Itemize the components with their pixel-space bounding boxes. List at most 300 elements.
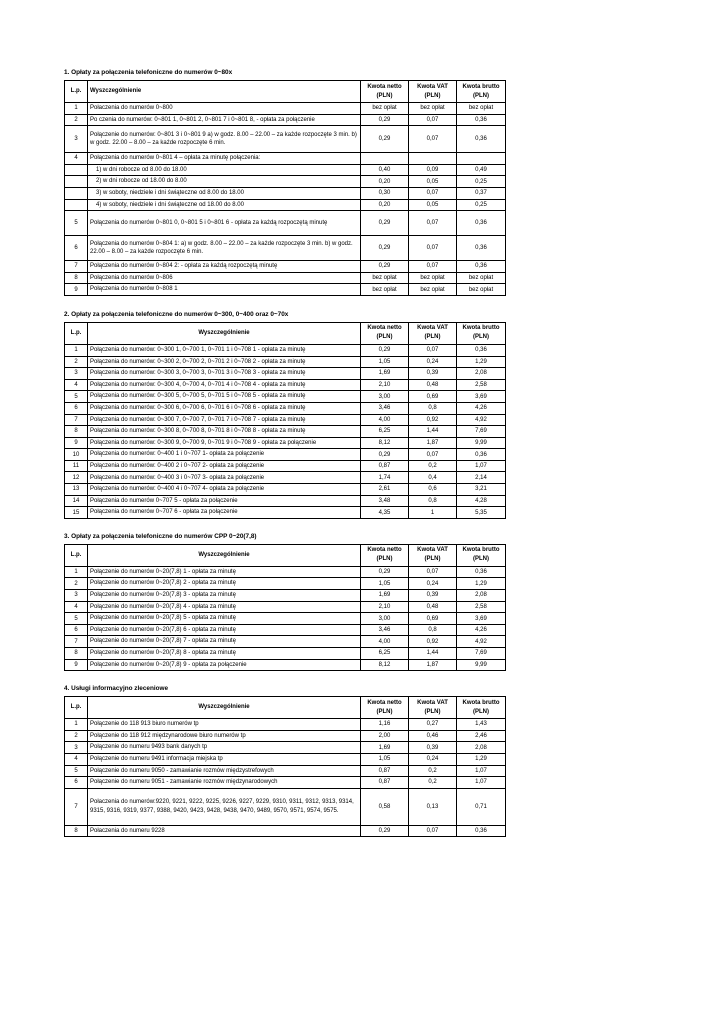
cell-net: 0,29	[361, 566, 409, 578]
cell-vat: 0,13	[409, 788, 457, 825]
cell-desc: Połączenie do numeru 9493 bank danych tp	[88, 742, 361, 754]
cell-net: 0,87	[361, 765, 409, 777]
cell-net: bez opłat	[361, 103, 409, 115]
cell-vat: 0,05	[409, 199, 457, 211]
cell-vat: 0,07	[409, 187, 457, 199]
table-row	[65, 176, 506, 188]
cell-gross: 0,36	[457, 449, 506, 461]
section-title: 2. Opłaty za połączenia telefoniczne do numerów 0~300, 0~400 oraz 0~70x	[64, 310, 289, 318]
table-row	[65, 126, 506, 153]
cell-desc: Połączenia do numerów: 0~400 1 i 0~707 1- opłata za połączenie	[88, 449, 361, 461]
cell-vat: 0,6	[409, 484, 457, 496]
cell-lp: 10	[65, 449, 88, 461]
table-row	[65, 495, 506, 507]
cell-gross: 7,69	[457, 648, 506, 660]
cell-gross: bez opłat	[457, 272, 506, 284]
header-net: Kwota netto (PLN)	[361, 322, 409, 344]
cell-vat: bez opłat	[409, 272, 457, 284]
cell-desc: Połaczenia do numerów:9220, 9221, 9222, 9225, 9226, 9227, 9229, 9310, 9311, 9312, 9313, 9314, 9315, 9316, 9319, 9377, 9388, 9420, 9423, 9428, 9438, 9470, 9489, 9570, 9571, 9574, 9575.	[88, 788, 361, 825]
table-row	[65, 391, 506, 403]
cell-gross: 7,69	[457, 426, 506, 438]
cell-gross: 0,49	[457, 164, 506, 176]
cell-lp: 4	[65, 379, 88, 391]
cell-vat: 0,48	[409, 379, 457, 391]
cell-gross: 4,26	[457, 402, 506, 414]
cell-net: 1,05	[361, 356, 409, 368]
cell-desc: Połączenie do numeru 9051 - zamawianie rozmów międzynarodowych	[88, 777, 361, 789]
cell-vat: 0,8	[409, 402, 457, 414]
table-row	[65, 578, 506, 590]
cell-gross: 0,36	[457, 344, 506, 356]
cell-net: 6,25	[361, 648, 409, 660]
cell-gross: 0,25	[457, 199, 506, 211]
cell-gross: 1,29	[457, 356, 506, 368]
cell-gross: 0,36	[457, 566, 506, 578]
cell-net: 1,69	[361, 742, 409, 754]
cell-gross: 3,69	[457, 613, 506, 625]
table-row	[65, 153, 506, 165]
header-lp: L.p.	[65, 544, 88, 566]
table-row	[65, 719, 506, 731]
cell-lp: 8	[65, 272, 88, 284]
section-3	[64, 532, 505, 671]
cell-gross: bez opłat	[457, 103, 506, 115]
cell-net: 8,12	[361, 659, 409, 671]
cell-lp: 3	[65, 368, 88, 380]
cell-desc: Połączenie do numeru 9491 informacja miejska tp	[88, 753, 361, 765]
table-row	[65, 777, 506, 789]
cell-lp: 5	[65, 211, 88, 236]
table-header-row	[65, 322, 506, 344]
cell-vat: 0,07	[409, 114, 457, 126]
header-net: Kwota netto (PLN)	[361, 81, 409, 103]
table-header-row	[65, 81, 506, 103]
cell-vat: 0,07	[409, 825, 457, 837]
cell-net: 0,20	[361, 199, 409, 211]
cell-net: 0,29	[361, 261, 409, 273]
cell-gross: 0,36	[457, 261, 506, 273]
cell-vat: 0,24	[409, 356, 457, 368]
cell-net: 0,58	[361, 788, 409, 825]
cell-desc: 2) w dni robocze od 18.00 do 8.00	[88, 176, 361, 188]
cell-vat: 0,48	[409, 601, 457, 613]
table-row	[65, 164, 506, 176]
cell-desc: Połączenie do 118 912 międzynarodowe biuro numerów tp	[88, 730, 361, 742]
cell-desc: 4) w soboty, niedziele i dni świąteczne od 18.00 do 8.00	[88, 199, 361, 211]
tariff-table	[64, 80, 506, 296]
cell-desc: Połączenia do numerów 0~801 4 – opłata za minutę połączenia:	[88, 153, 361, 165]
table-row	[65, 730, 506, 742]
cell-lp: 9	[65, 437, 88, 449]
header-vat: Kwota VAT (PLN)	[409, 322, 457, 344]
cell-gross: 9,99	[457, 659, 506, 671]
table-row	[65, 344, 506, 356]
cell-lp: 3	[65, 126, 88, 153]
document-page	[64, 68, 505, 837]
cell-desc: Połączenia do numerów: 0~300 8, 0~700 8, 0~701 8 i 0~708 8 - opłata za minutę	[88, 426, 361, 438]
table-row	[65, 236, 506, 261]
cell-net: 1,69	[361, 590, 409, 602]
cell-gross: 2,58	[457, 379, 506, 391]
cell-net: 3,00	[361, 391, 409, 403]
cell-gross: 2,08	[457, 590, 506, 602]
cell-net: 4,00	[361, 636, 409, 648]
header-gross: Kwota brutto (PLN)	[457, 81, 506, 103]
table-row	[65, 566, 506, 578]
cell-lp: 7	[65, 261, 88, 273]
section-4	[64, 684, 505, 837]
cell-lp: 9	[65, 284, 88, 296]
cell-net: 0,87	[361, 777, 409, 789]
cell-lp	[65, 187, 88, 199]
table-row	[65, 753, 506, 765]
cell-vat: 0,69	[409, 613, 457, 625]
header-lp: L.p.	[65, 81, 88, 103]
cell-net: 1,16	[361, 719, 409, 731]
cell-vat: bez opłat	[409, 103, 457, 115]
cell-net: 0,29	[361, 236, 409, 261]
cell-net: 4,00	[361, 414, 409, 426]
cell-desc: Połączenie do numerów 0~20(7,8) 5 - opłata za minutę	[88, 613, 361, 625]
cell-desc: 3) w soboty, niedziele i dni świąteczne od 8.00 do 18.00	[88, 187, 361, 199]
cell-net: 6,25	[361, 426, 409, 438]
header-gross: Kwota brutto (PLN)	[457, 322, 506, 344]
cell-net: 0,20	[361, 176, 409, 188]
cell-vat: 0,07	[409, 566, 457, 578]
cell-desc: Połączenia do numerów: 0~300 4, 0~700 4, 0~701 4 i 0~708 4 - opłata za minutę	[88, 379, 361, 391]
cell-gross: 3,21	[457, 484, 506, 496]
table-row	[65, 114, 506, 126]
cell-net: 2,61	[361, 484, 409, 496]
table-row	[65, 788, 506, 825]
table-row	[65, 402, 506, 414]
cell-vat: 1,44	[409, 426, 457, 438]
table-row	[65, 284, 506, 296]
cell-lp	[65, 199, 88, 211]
cell-lp: 7	[65, 788, 88, 825]
table-row	[65, 648, 506, 660]
cell-vat: 0,07	[409, 211, 457, 236]
header-gross: Kwota brutto (PLN)	[457, 697, 506, 719]
cell-desc: Połączenia do numerów: 0~300 9, 0~700 9, 0~701 9 i 0~708 9 - opłata za połączenie	[88, 437, 361, 449]
cell-lp: 6	[65, 402, 88, 414]
cell-net: 1,05	[361, 753, 409, 765]
tariff-table	[64, 544, 506, 671]
cell-net: 2,10	[361, 601, 409, 613]
cell-desc: Po czenia do numerów: 0~801 1, 0~801 2, 0~801 7 i 0~801 8, - opłata za połączenie	[88, 114, 361, 126]
cell-vat: 0,09	[409, 164, 457, 176]
table-row	[65, 272, 506, 284]
cell-desc: Połaczenia do numeru 9228	[88, 825, 361, 837]
cell-gross: 0,37	[457, 187, 506, 199]
header-vat: Kwota VAT (PLN)	[409, 81, 457, 103]
cell-net: 0,87	[361, 460, 409, 472]
cell-lp: 6	[65, 236, 88, 261]
table-row	[65, 601, 506, 613]
cell-vat: 0,2	[409, 777, 457, 789]
cell-net: 1,05	[361, 578, 409, 590]
cell-lp: 1	[65, 719, 88, 731]
header-desc: Wyszczególnienie	[88, 544, 361, 566]
table-row	[65, 199, 506, 211]
cell-lp: 7	[65, 414, 88, 426]
cell-lp: 6	[65, 624, 88, 636]
cell-gross: 5,35	[457, 507, 506, 519]
cell-net: 0,29	[361, 211, 409, 236]
cell-lp: 6	[65, 777, 88, 789]
section-1	[64, 68, 505, 296]
cell-desc: Połączenie do numerów 0~20(7,8) 9 - opłata za połączenie	[88, 659, 361, 671]
header-net: Kwota netto (PLN)	[361, 697, 409, 719]
header-lp: L.p.	[65, 322, 88, 344]
cell-vat: 0,27	[409, 719, 457, 731]
cell-gross: 2,58	[457, 601, 506, 613]
cell-gross: 4,92	[457, 414, 506, 426]
cell-gross: 1,29	[457, 578, 506, 590]
cell-lp: 7	[65, 636, 88, 648]
cell-gross: 4,92	[457, 636, 506, 648]
cell-desc: Połączenia do numerów 0~808 1	[88, 284, 361, 296]
table-header-row	[65, 544, 506, 566]
cell-vat: 0,92	[409, 414, 457, 426]
table-row	[65, 636, 506, 648]
table-row	[65, 261, 506, 273]
cell-gross: 0,71	[457, 788, 506, 825]
cell-lp: 5	[65, 613, 88, 625]
cell-net: 0,29	[361, 114, 409, 126]
table-row	[65, 368, 506, 380]
cell-desc: Połączenia do numerów 0~801 0, 0~801 5 i 0~801 6 - opłata za każdą rozpoczętą minutę	[88, 211, 361, 236]
cell-gross: 1,29	[457, 753, 506, 765]
cell-gross: bez opłat	[457, 284, 506, 296]
cell-gross: 0,36	[457, 211, 506, 236]
table-row	[65, 742, 506, 754]
cell-lp: 13	[65, 484, 88, 496]
cell-lp: 4	[65, 753, 88, 765]
cell-lp: 12	[65, 472, 88, 484]
cell-desc: Połączenia do numerów: 0~300 5, 0~700 5, 0~701 5 i 0~708 5 - opłata za minutę	[88, 391, 361, 403]
cell-vat	[409, 153, 457, 165]
cell-desc: Połączenie do numerów 0~20(7,8) 6 - opłata za minutę	[88, 624, 361, 636]
cell-lp: 4	[65, 153, 88, 165]
header-gross: Kwota brutto (PLN)	[457, 544, 506, 566]
cell-gross: 9,99	[457, 437, 506, 449]
table-row	[65, 437, 506, 449]
header-desc: Wyszczególnienie	[88, 697, 361, 719]
table-row	[65, 659, 506, 671]
cell-gross: 0,36	[457, 236, 506, 261]
cell-net: 3,46	[361, 624, 409, 636]
cell-vat: 0,2	[409, 765, 457, 777]
cell-desc: Połączenie do numeru 9050 - zamawianie rozmów międzystrefowych	[88, 765, 361, 777]
cell-desc: Połączenia do numerów 0~707 6 - opłata za połączenie	[88, 507, 361, 519]
table-row	[65, 449, 506, 461]
section-2	[64, 310, 505, 519]
cell-desc: Połączenia do numerów 0~804 1: a) w godz. 8.00 – 22.00 – za każde rozpoczęte 3 min. b) w godz. 22.00 – 8.00 – za każde rozpoczęte 6 min.	[88, 236, 361, 261]
cell-vat: 0,39	[409, 368, 457, 380]
cell-net: 4,35	[361, 507, 409, 519]
table-row	[65, 765, 506, 777]
cell-net: 0,29	[361, 449, 409, 461]
header-desc: Wyszczególnienie	[88, 81, 361, 103]
header-net: Kwota netto (PLN)	[361, 544, 409, 566]
cell-net: bez opłat	[361, 272, 409, 284]
cell-desc: Połączenia do numerów 0~804 2: - opłata za każdą rozpoczętą minutę	[88, 261, 361, 273]
header-desc: Wyszczególnienie	[88, 322, 361, 344]
cell-gross: 2,08	[457, 742, 506, 754]
tariff-table	[64, 696, 506, 837]
cell-lp: 14	[65, 495, 88, 507]
cell-lp: 1	[65, 103, 88, 115]
cell-desc: Połączenie do numerów 0~20(7,8) 2 - opłata za minutę	[88, 578, 361, 590]
cell-gross: 3,69	[457, 391, 506, 403]
cell-vat: 1	[409, 507, 457, 519]
cell-vat: 0,8	[409, 624, 457, 636]
cell-desc: Połączenia do numerów: 0~300 7, 0~700 7, 0~701 7 i 0~708 7 - opłata za minutę	[88, 414, 361, 426]
cell-desc: Połączenie do numerów 0~20(7,8) 8 - opłata za minutę	[88, 648, 361, 660]
cell-lp: 9	[65, 659, 88, 671]
table-row	[65, 211, 506, 236]
cell-net: 3,46	[361, 402, 409, 414]
cell-lp: 2	[65, 730, 88, 742]
cell-lp: 11	[65, 460, 88, 472]
cell-lp: 5	[65, 765, 88, 777]
cell-desc: Połączenie do 118 913 biuro numerów tp	[88, 719, 361, 731]
table-row	[65, 426, 506, 438]
cell-net: 0,29	[361, 344, 409, 356]
cell-vat: 0,4	[409, 472, 457, 484]
cell-net: 8,12	[361, 437, 409, 449]
cell-vat: 0,2	[409, 460, 457, 472]
cell-desc: Połączenia do numerów 0~707 5 - opłata za połączenie	[88, 495, 361, 507]
cell-desc: Połączenia do numerów: 0~300 3, 0~700 3, 0~701 3 i 0~708 3 - opłata za minutę	[88, 368, 361, 380]
cell-vat: 0,24	[409, 578, 457, 590]
cell-lp: 3	[65, 742, 88, 754]
table-row	[65, 472, 506, 484]
cell-desc: Połączenia do numerów: 0~300 1, 0~700 1, 0~701 1 i 0~708 1 - opłata za minutę	[88, 344, 361, 356]
cell-vat: 0,07	[409, 261, 457, 273]
cell-vat: 1,44	[409, 648, 457, 660]
cell-lp: 2	[65, 356, 88, 368]
cell-vat: 0,24	[409, 753, 457, 765]
table-row	[65, 379, 506, 391]
cell-gross	[457, 153, 506, 165]
cell-desc: Połączenie do numerów 0~20(7,8) 1 - opłata za minutę	[88, 566, 361, 578]
cell-vat: 0,05	[409, 176, 457, 188]
cell-lp: 3	[65, 590, 88, 602]
table-row	[65, 507, 506, 519]
cell-gross: 0,36	[457, 825, 506, 837]
cell-net: 1,74	[361, 472, 409, 484]
table-header-row	[65, 697, 506, 719]
cell-vat: 0,46	[409, 730, 457, 742]
table-row	[65, 187, 506, 199]
tariff-table	[64, 322, 506, 519]
cell-vat: 0,39	[409, 590, 457, 602]
table-row	[65, 460, 506, 472]
table-row	[65, 613, 506, 625]
cell-net: 2,00	[361, 730, 409, 742]
cell-vat: 0,07	[409, 126, 457, 153]
cell-desc: Połączenie do numerów: 0~801 3 i 0~801 9 a) w godz. 8.00 – 22.00 – za każde rozpoczęte 3 min. b) w godz. 22.00 – 8.00 – za każde rozpoczęte 6 min.	[88, 126, 361, 153]
cell-desc: Połączenia do numerów: 0~400 4 i 0~707 4- opłata za połączenie	[88, 484, 361, 496]
table-row	[65, 103, 506, 115]
cell-net: 2,10	[361, 379, 409, 391]
cell-net: bez opłat	[361, 284, 409, 296]
cell-desc: Połączenie do numerów 0~20(7,8) 7 - opłata za minutę	[88, 636, 361, 648]
cell-vat: bez opłat	[409, 284, 457, 296]
cell-lp	[65, 176, 88, 188]
cell-net: 3,00	[361, 613, 409, 625]
cell-lp: 2	[65, 578, 88, 590]
cell-lp: 4	[65, 601, 88, 613]
table-row	[65, 825, 506, 837]
cell-vat: 1,87	[409, 437, 457, 449]
cell-lp	[65, 164, 88, 176]
table-row	[65, 356, 506, 368]
cell-vat: 0,07	[409, 344, 457, 356]
cell-desc: Połączenia do numerów 0~806	[88, 272, 361, 284]
cell-desc: Połączenia do numerów: 0~300 6, 0~700 6, 0~701 6 i 0~708 6 - opłata za minutę	[88, 402, 361, 414]
cell-gross: 0,36	[457, 126, 506, 153]
cell-net: 3,48	[361, 495, 409, 507]
header-lp: L.p.	[65, 697, 88, 719]
cell-gross: 0,25	[457, 176, 506, 188]
section-title: 4. Usługi informacyjno zleceniowe	[64, 685, 169, 693]
section-title: 3. Opłaty za połączenia telefoniczne do numerów CPP 0~20(7,8)	[64, 532, 257, 540]
cell-lp: 8	[65, 426, 88, 438]
cell-vat: 0,39	[409, 742, 457, 754]
cell-desc: Połączenia do numerów: 0~400 2 i 0~707 2- opłata za połączenie	[88, 460, 361, 472]
cell-vat: 1,87	[409, 659, 457, 671]
cell-net: 0,40	[361, 164, 409, 176]
table-row	[65, 590, 506, 602]
cell-net: 0,29	[361, 825, 409, 837]
cell-lp: 1	[65, 566, 88, 578]
cell-lp: 2	[65, 114, 88, 126]
cell-desc: Połączenie do numerów 0~20(7,8) 4 - opłata za minutę	[88, 601, 361, 613]
header-vat: Kwota VAT (PLN)	[409, 697, 457, 719]
cell-gross: 2,14	[457, 472, 506, 484]
cell-gross: 0,36	[457, 114, 506, 126]
cell-net	[361, 153, 409, 165]
cell-desc: Połączenie do numerów 0~20(7,8) 3 - opłata za minutę	[88, 590, 361, 602]
cell-lp: 5	[65, 391, 88, 403]
cell-gross: 4,28	[457, 495, 506, 507]
cell-lp: 8	[65, 825, 88, 837]
cell-gross: 4,26	[457, 624, 506, 636]
cell-desc: Połaczenia do numerów 0~800	[88, 103, 361, 115]
cell-desc: Połączenia do numerów: 0~400 3 i 0~707 3- opłata za połączenie	[88, 472, 361, 484]
cell-desc: 1) w dni robocze od 8.00 do 18.00	[88, 164, 361, 176]
cell-lp: 8	[65, 648, 88, 660]
table-row	[65, 414, 506, 426]
cell-vat: 0,8	[409, 495, 457, 507]
cell-vat: 0,69	[409, 391, 457, 403]
cell-net: 1,69	[361, 368, 409, 380]
cell-net: 0,30	[361, 187, 409, 199]
cell-vat: 0,92	[409, 636, 457, 648]
cell-gross: 1,07	[457, 460, 506, 472]
header-vat: Kwota VAT (PLN)	[409, 544, 457, 566]
cell-gross: 1,07	[457, 777, 506, 789]
cell-vat: 0,07	[409, 236, 457, 261]
cell-lp: 15	[65, 507, 88, 519]
cell-lp: 1	[65, 344, 88, 356]
table-row	[65, 484, 506, 496]
cell-vat: 0,07	[409, 449, 457, 461]
cell-gross: 1,07	[457, 765, 506, 777]
